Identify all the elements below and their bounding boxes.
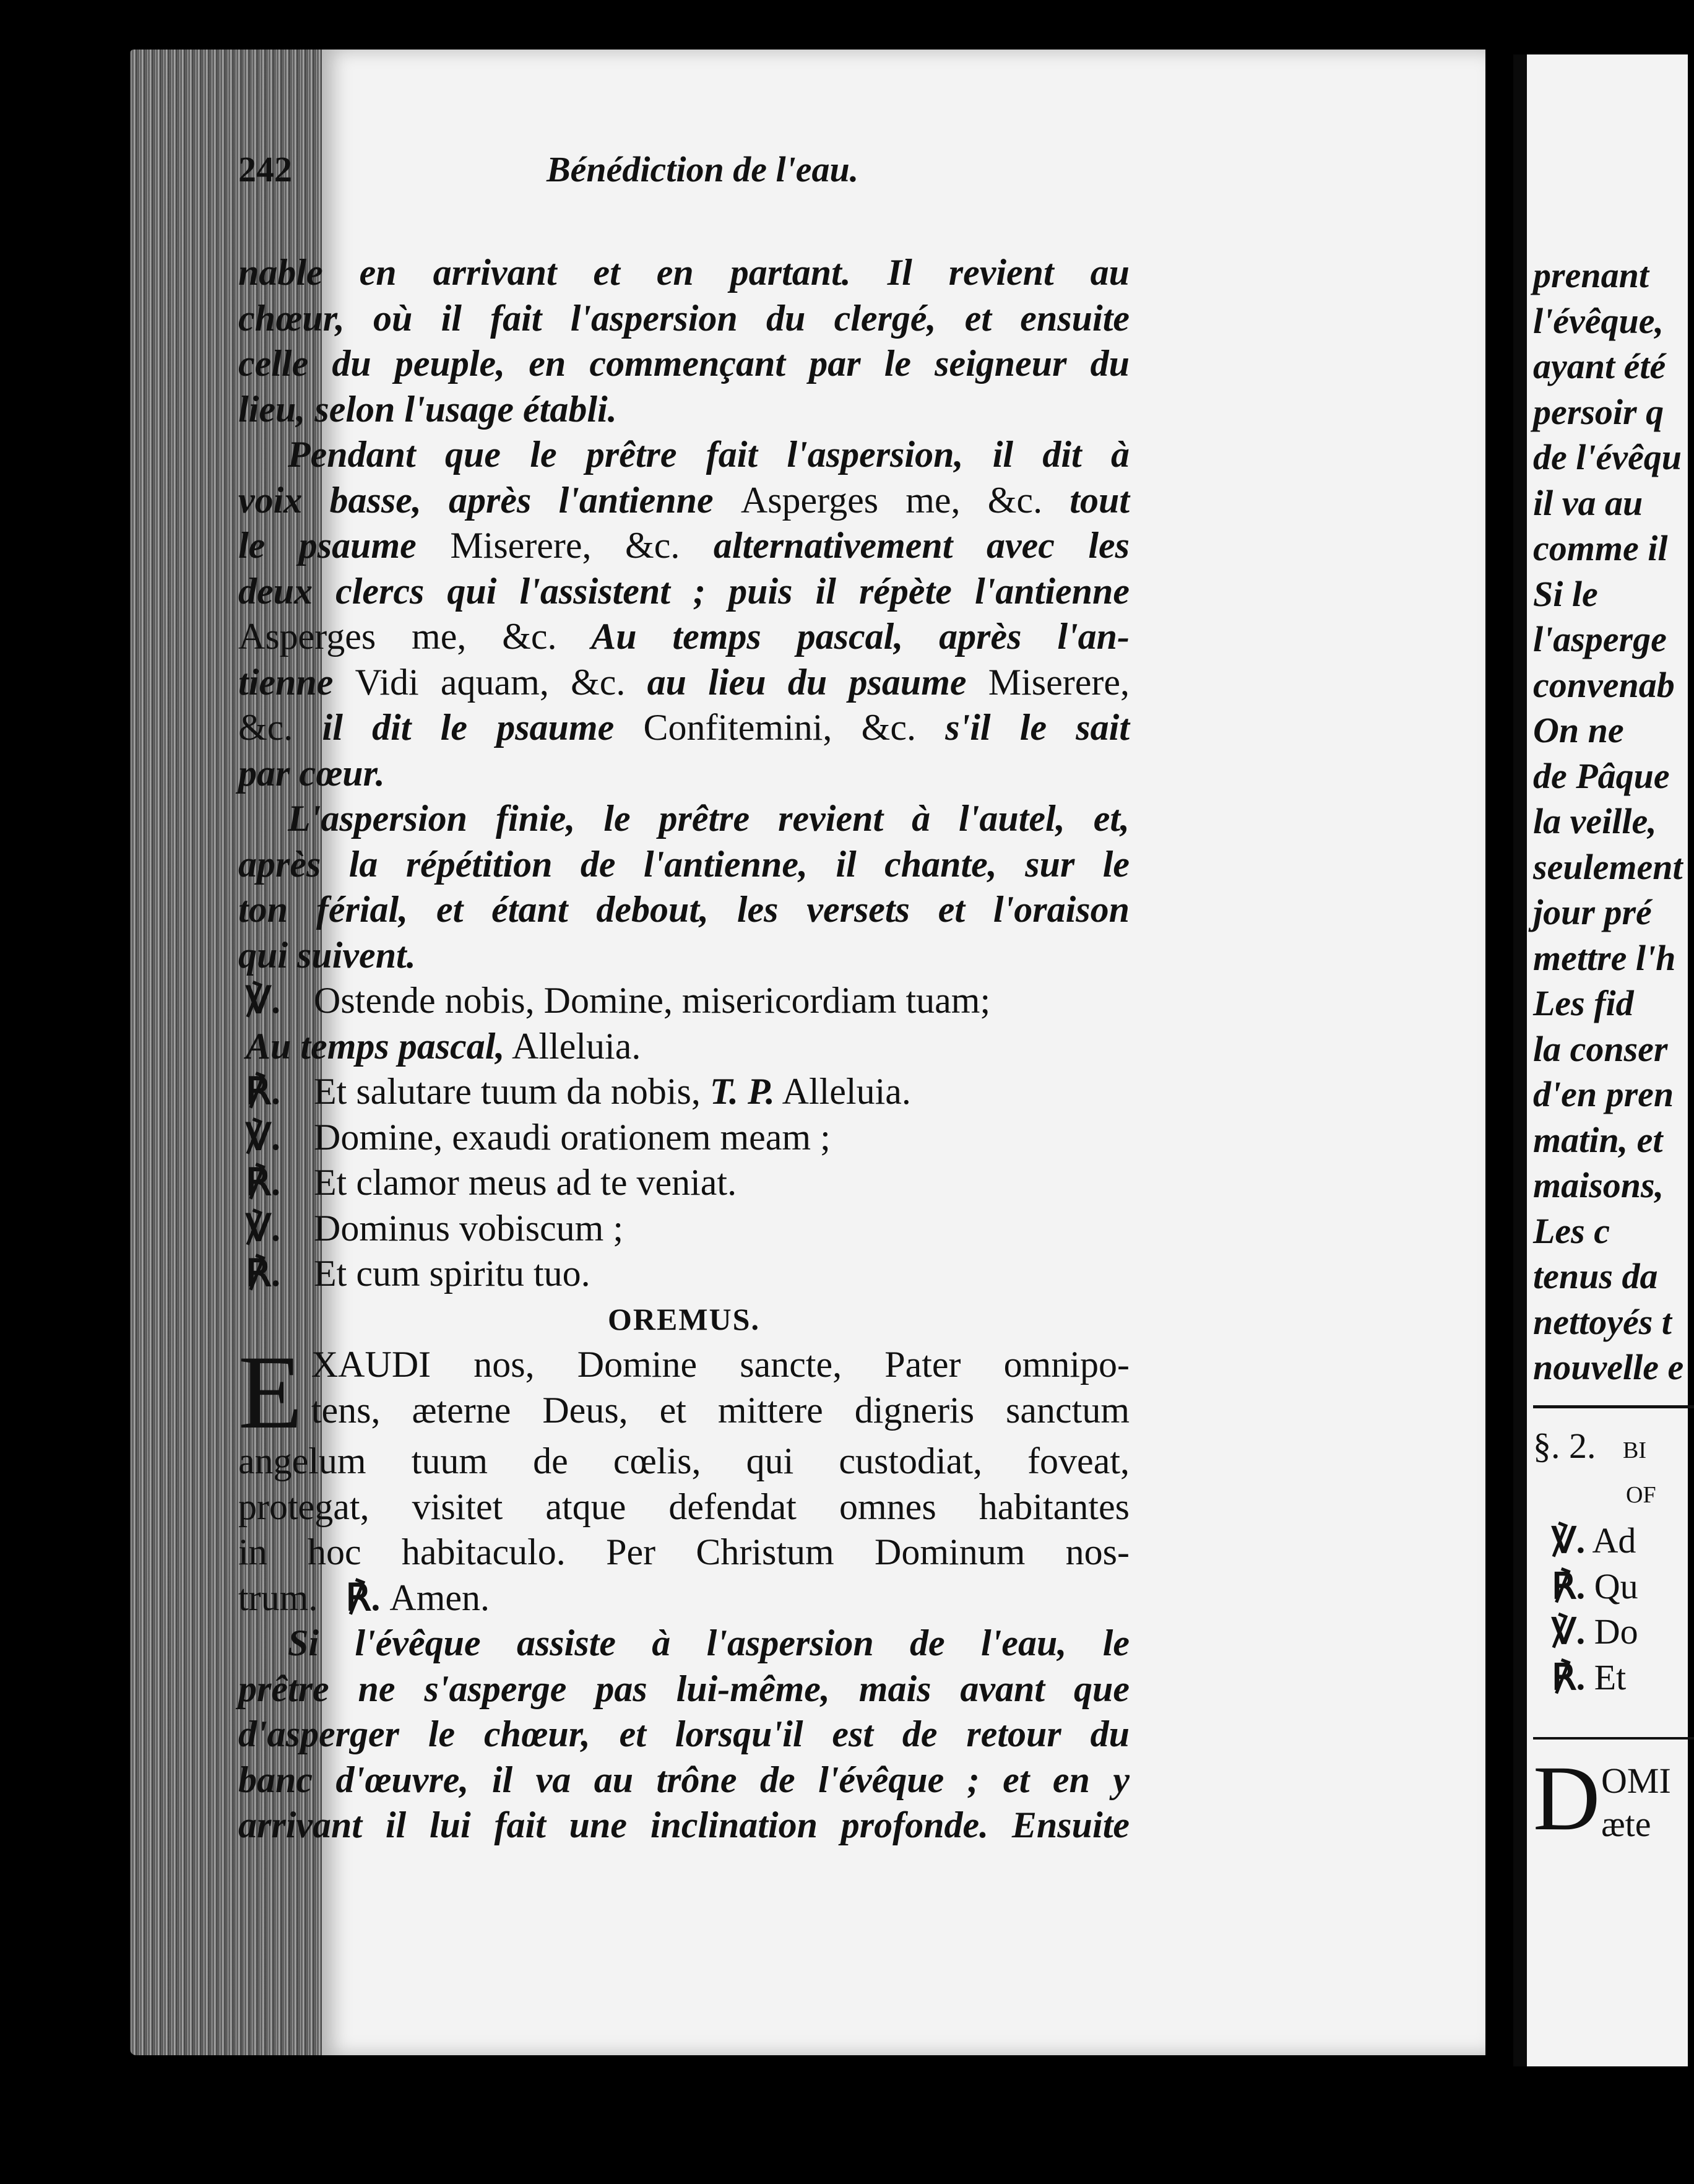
text-span: tienne — [238, 661, 355, 703]
page-header — [238, 149, 1130, 204]
text-line — [238, 614, 1130, 660]
drop-cap: E — [238, 1334, 303, 1450]
text-span: s'il le sait — [915, 707, 1130, 748]
text-span: il dit le psaume — [293, 707, 644, 748]
page-number: 242 — [238, 149, 292, 189]
versicle-symbol: ℣. — [246, 1116, 281, 1158]
response — [238, 1069, 1130, 1115]
versicle-text: Dominus vobiscum ; — [314, 1207, 624, 1249]
latin-span: Miserere, &c. — [450, 525, 680, 566]
versicle-symbol: ℣. — [1552, 1611, 1586, 1652]
response-symbol: ℟. — [1552, 1657, 1586, 1697]
oremus-heading: OREMUS. — [608, 1301, 760, 1337]
versicle — [238, 978, 1130, 1024]
prayer-line: XAUDI nos, Domine sancte, Pater omnipo- — [311, 1344, 1130, 1385]
versicle-continuation — [238, 1024, 1130, 1070]
versicle-text: Alleluia. — [504, 1025, 641, 1067]
text-line: qui suivent. — [238, 934, 416, 976]
section-subtitle: OF — [1626, 1481, 1656, 1508]
text-line: mettre l'h — [1533, 937, 1676, 978]
text-line: l'évêque, — [1533, 300, 1664, 341]
text-line — [238, 523, 1130, 569]
text-span: alternativement avec les — [680, 525, 1130, 566]
response — [1533, 1655, 1694, 1701]
text-line — [238, 751, 1130, 797]
rubric-span: Au temps pascal, — [246, 1025, 505, 1067]
text-line: ayant été — [1533, 346, 1666, 386]
latin-span: Vidi aquam, &c. — [355, 661, 626, 703]
text-line: nable en arrivant et en partant. Il revient au — [238, 252, 1130, 293]
text-line: la veille, — [1533, 801, 1657, 841]
text-span: le psaume — [238, 525, 451, 566]
text-line: comme il — [1533, 528, 1668, 568]
text-line: chœur, où il fait l'aspersion du clergé, et ensuite — [238, 297, 1130, 339]
text-line: la conser — [1533, 1028, 1668, 1069]
text-line: celle du peuple, en commençant par le seigneur du — [238, 343, 1130, 384]
text-line: lieu, selon l'usage établi. — [238, 388, 617, 430]
prayer-line: protegat, visitet atque defendat omnes habitantes — [238, 1486, 1130, 1527]
text-line — [238, 432, 1130, 478]
right-page-text — [1533, 253, 1694, 1857]
text-span: voix basse, après l'antienne — [238, 479, 741, 521]
text-line — [238, 569, 1130, 615]
prayer-line: tens, æterne Deus, et mittere digneris sanctum — [311, 1389, 1130, 1431]
text-line — [238, 660, 1130, 706]
right-page — [1513, 54, 1688, 2066]
prayer-block — [238, 1334, 1130, 1621]
response-symbol: ℟. — [246, 1253, 281, 1294]
text-line: convenab — [1533, 664, 1675, 705]
text-line: il va au — [1533, 482, 1643, 523]
text-line: de l'évêqu — [1533, 437, 1682, 477]
running-head: Bénédiction de l'eau. — [547, 149, 859, 189]
versicle-symbol: ℣. — [1552, 1520, 1586, 1561]
response-symbol: ℟. — [246, 1162, 281, 1203]
response-symbol: ℟. — [1552, 1566, 1586, 1606]
text-line: ton férial, et étant debout, les versets et l'oraison — [238, 889, 1130, 930]
text-span: Au temps pascal, après l'an- — [556, 616, 1130, 657]
response — [238, 1160, 1130, 1206]
versicle-text: Domine, exaudi orationem meam ; — [314, 1116, 831, 1158]
response-text: Qu — [1594, 1566, 1638, 1606]
text-span: par cœur. — [238, 752, 385, 794]
right-prayer — [1533, 1747, 1694, 1857]
response — [238, 1251, 1130, 1297]
prayer-line: æte — [1601, 1804, 1651, 1844]
text-line: d'en pren — [1533, 1074, 1674, 1114]
latin-span: Confitemini, &c. — [643, 707, 916, 748]
text-line: seulement — [1533, 846, 1683, 887]
prayer-line: angelum tuum de cœlis, qui custodiat, foveat, — [238, 1441, 1130, 1481]
section-heading — [1533, 1423, 1694, 1473]
versicle — [1533, 1518, 1694, 1564]
text-line: L'aspersion finie, le prêtre revient à l'autel, et, — [288, 798, 1130, 839]
latin-span: Miserere, — [988, 661, 1130, 703]
text-line: banc d'œuvre, il va au trône de l'évêque ; et en y — [238, 1759, 1130, 1800]
prayer-end: trum. — [238, 1577, 318, 1618]
versicle-text: Ostende nobis, Domine, misericordiam tuam; — [314, 980, 991, 1021]
left-page-text — [238, 250, 1130, 1848]
latin-span: Asperges me, &c. — [740, 479, 1043, 521]
text-line: matin, et — [1533, 1119, 1663, 1160]
section-rule — [1533, 1390, 1694, 1408]
text-span: deux clercs qui l'assistent ; puis il répète l'antienne — [238, 570, 1130, 612]
response-symbol: ℟. — [246, 1071, 281, 1112]
text-line: Les fid — [1533, 983, 1634, 1023]
text-line — [238, 478, 1130, 524]
text-line: après la répétition de l'antienne, il chante, sur le — [238, 843, 1130, 885]
text-line: Les c — [1533, 1210, 1610, 1251]
text-line: Si l'évêque assiste à l'aspersion de l'eau, le — [288, 1623, 1130, 1663]
versicle-text: Do — [1594, 1611, 1638, 1652]
text-line: persoir q — [1533, 391, 1664, 432]
prayer-line: in hoc habitaculo. Per Christum Dominum nos- — [238, 1532, 1130, 1572]
text-line: de Pâque — [1533, 755, 1670, 796]
section-number: §. 2. — [1533, 1425, 1596, 1466]
response-text: Et — [1594, 1657, 1627, 1697]
versicle-text: Ad — [1592, 1520, 1636, 1561]
text-line: Si le — [1533, 573, 1598, 614]
text-line — [238, 705, 1130, 751]
text-line: nouvelle e — [1533, 1347, 1684, 1387]
text-line: arrivant il lui fait une inclination profonde. Ensuite — [238, 1805, 1130, 1845]
text-span: tout — [1042, 479, 1130, 521]
text-line: maisons, — [1533, 1165, 1664, 1205]
prayer-rule — [1533, 1700, 1694, 1740]
text-line: jour pré — [1533, 892, 1652, 932]
versicle — [1533, 1609, 1694, 1655]
rubric-span: T. P. — [709, 1071, 775, 1112]
text-line: d'asperger le chœur, et lorsqu'il est de retour du — [238, 1714, 1130, 1754]
section-title: BI — [1623, 1437, 1646, 1463]
text-line: nettoyés t — [1533, 1301, 1672, 1342]
text-line: prêtre ne s'asperge pas lui-même, mais avant que — [238, 1668, 1130, 1709]
response-symbol: ℟. — [345, 1577, 381, 1618]
text-line: On ne — [1533, 710, 1624, 750]
prayer-line — [238, 1575, 1130, 1621]
versicle-symbol: ℣. — [246, 980, 281, 1021]
text-span: Pendant que le prêtre fait l'aspersion, il dit à — [288, 434, 1130, 475]
response-text: Et clamor meus ad te veniat. — [314, 1162, 737, 1203]
drop-cap: D — [1533, 1747, 1601, 1850]
versicle — [238, 1115, 1130, 1161]
amen-text: Amen. — [389, 1577, 490, 1618]
prayer-line: OMI — [1601, 1761, 1671, 1801]
response — [1533, 1564, 1694, 1610]
response-text: Et salutare tuum da nobis, — [314, 1071, 710, 1112]
latin-span: Asperges me, &c. — [238, 616, 557, 657]
text-line: tenus da — [1533, 1256, 1658, 1296]
response-text: Alleluia. — [774, 1071, 911, 1112]
latin-span: &c. — [238, 707, 293, 748]
text-span: au lieu du psaume — [625, 661, 988, 703]
text-line: l'asperge — [1533, 619, 1667, 659]
versicle-symbol: ℣. — [246, 1207, 281, 1249]
text-line: prenant — [1533, 255, 1649, 295]
response-text: Et cum spiritu tuo. — [314, 1253, 590, 1294]
versicle — [238, 1206, 1130, 1252]
